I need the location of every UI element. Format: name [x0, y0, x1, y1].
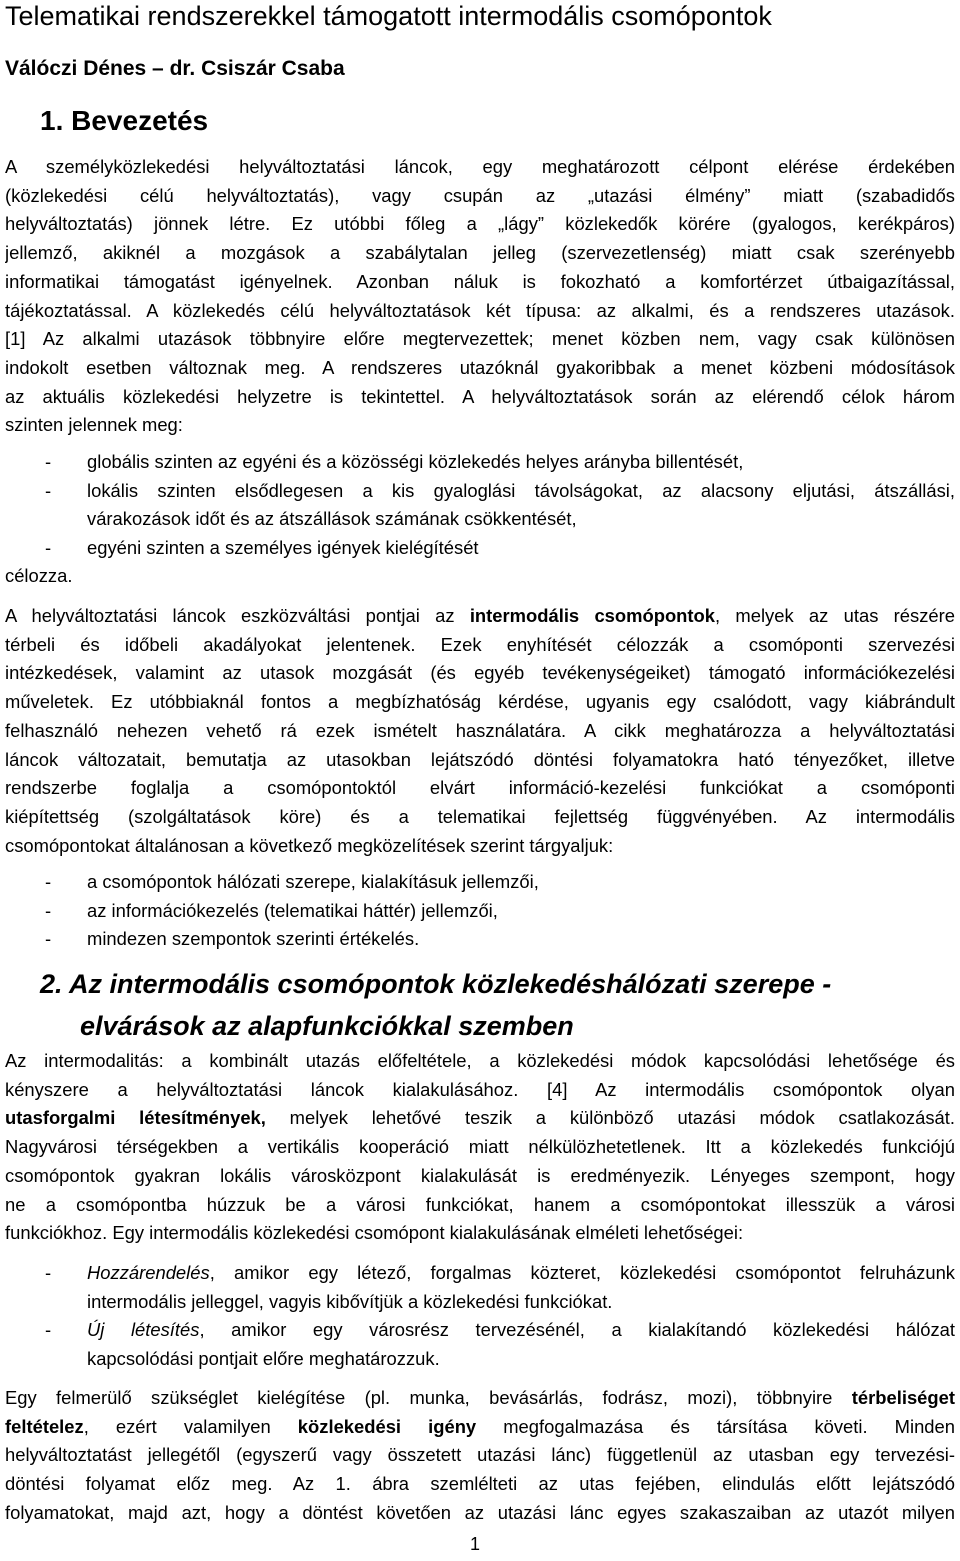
- list-item: - lokális szinten elsődlegesen a kis gyaloglási távolságokat, az alacsony eljutási, átszállási, várakozások időt és az átszállások számának csökkentését,: [45, 479, 955, 530]
- list-item: - mindezen szempontok szerinti értékelés.: [45, 928, 420, 950]
- list-item: - az információkezelés (telematikai háttér) jellemzői,: [45, 899, 498, 921]
- paper-title: Telematikai rendszerekkel támogatott intermodális csomópontok: [5, 1, 772, 31]
- text-line: Nagyvárosi térségekben a vertikális kooperáció miatt nélkülözhetetlenek. Itt a közlekedés funkciójú: [5, 1136, 955, 1158]
- text-line: jellemző, akiknél a mozgások a szabálytalan jelleg (szervezetlenség) miatt csak szerényebb: [5, 242, 955, 264]
- text-line: térbeli és időbeli akadályokat jelentenek. Ezek enyhítését célozzák a csomóponti szervezési: [5, 633, 955, 655]
- section-1-paragraph-2: [5, 602, 955, 860]
- list-item: - globális szinten az egyéni és a közösségi közlekedés helyes arányba billentését,: [45, 451, 744, 472]
- keyword-intermodal-nodes: intermodális csomópontok: [469, 605, 716, 626]
- text-line: helyváltoztatást jellegétől (egyszerű vagy összetett utazási lánc) függetlenül az utasban egy tervezési-: [5, 1444, 955, 1466]
- list-item: - a csomópontok hálózati szerepe, kialakításuk jellemzői,: [45, 871, 539, 892]
- section-2-heading: 2. Az intermodális csomópontok közlekedéshálózati szerepe - elvárások az alapfunkciókkal szemben: [40, 969, 832, 1041]
- section-1-paragraph-1: [5, 153, 955, 440]
- text-line: tájékoztatással. A közlekedés célú helyváltoztatások két típusa: az alkalmi, és a rendszeres utazások.: [5, 299, 955, 321]
- section-1-heading: 1. Bevezetés: [40, 105, 209, 136]
- text-line: felhasználó nehezen vehető rá ezek ismételt használatára. A cikk meghatározza a helyváltoztatási: [5, 719, 955, 741]
- text-line: kiépítettség (szolgáltatások köre) és a telematikai fejlettség függvényében. Az intermodális: [5, 805, 955, 827]
- term-new-establishment: Új létesítés: [87, 1319, 200, 1341]
- text-line: funkciókhoz. Egy intermodális közlekedési csomópont kialakulásának elméleti lehetőségei:: [5, 1222, 744, 1244]
- text-line: (közlekedési célú helyváltoztatás), vagy csupán az „utazási élmény” miatt (szabadidős: [5, 184, 955, 206]
- text-line: rendszerbe foglalja a csomópontoktól elvárt információ-kezelési funkciókat a csomóponti: [5, 777, 955, 799]
- list-item: - Hozzárendelés, amikor egy létező, forgalmas közteret, közlekedési csomópontot felruházunk intermodális jelleggel, vagyis kibővítjük a közlekedési funkciókat.: [45, 1262, 955, 1312]
- list-item: - egyéni szinten a személyes igények kielégítését: [45, 537, 479, 559]
- text-line: csomópontokat általánosan a következő megközelítések szerint tárgyaljuk:: [5, 834, 614, 856]
- text-line: műveletek. Ez utóbbiaknál fontos a megbízhatóság kérdése, ugyanis egy csalódott, vagy kiábrándult: [5, 691, 955, 713]
- text-line: intézkedések, valamint az utasok mozgását (és egyéb tevékenységeiket) támogató információkezelési: [5, 662, 955, 684]
- text-line: Az intermodalitás: a kombinált utazás előfeltétele, a közlekedési módok kapcsolódási lehetősége és: [5, 1050, 955, 1071]
- page-number: 1: [470, 1534, 481, 1554]
- text-line: indokolt esetben változnak meg. A rendszeres utazóknál gyakoribbak a menet közbeni módosítások: [5, 356, 955, 378]
- section-1-list-2: [5, 868, 955, 954]
- section-1-list-1: [5, 448, 955, 563]
- text-line: kényszere a helyváltoztatási láncok kialakulásához. [4] Az intermodális csomópontok olyan: [5, 1078, 955, 1100]
- text-line: döntési folyamat előz meg. Az 1. ábra szemlélteti az utas fejében, elindulás előtt lejátszódó: [5, 1473, 955, 1495]
- text-line: szinten jelennek meg:: [5, 414, 183, 436]
- term-assignment: Hozzárendelés: [87, 1262, 210, 1283]
- text-line: csomópontok gyakran lokális városközpont kialakulását is eredményezik. Lényeges szempont, hogy: [5, 1164, 955, 1186]
- section-2-paragraph-2: [5, 1384, 955, 1528]
- authors: Válóczi Dénes – dr. Csiszár Csaba: [5, 57, 345, 80]
- text-line: A személyközlekedési helyváltoztatási láncok, egy meghatározott célpont elérése érdekében: [5, 156, 955, 177]
- text-line: Egy felmerülő szükséglet kielégítése (pl. munka, bevásárlás, fodrász, mozi), többnyire térbeliséget: [5, 1387, 955, 1408]
- text-line: utasforgalmi létesítmények, melyek lehetővé teszik a különböző utazási módok csatlakozását.: [5, 1107, 955, 1129]
- text-line: helyváltoztatás) jönnek létre. Ez utóbbi főleg a „lágy” közlekedők körére (gyalogos, kerékpáros): [5, 213, 955, 235]
- text-line: informatikai támogatást igényelnek. Azonban náluk is fokozható a komfortérzet útbaigazítással,: [5, 270, 955, 292]
- section-2-paragraph-1: [5, 1047, 955, 1248]
- text-line: A helyváltoztatási láncok eszközváltási pontjai az intermodális csomópontok, melyek az utas részére: [5, 605, 955, 626]
- list-item: - Új létesítés, amikor egy városrész tervezésénél, a kialakítandó közlekedési hálózat kapcsolódási pontjait előre meghatározzuk.: [45, 1319, 955, 1370]
- text-line: az aktuális közlekedési helyzetre is tekintettel. A helyváltoztatások során az elérendő célok három: [5, 385, 955, 407]
- keyword-passenger-facilities: utasforgalmi létesítmények,: [5, 1107, 266, 1129]
- section-2-list: [5, 1259, 955, 1374]
- text-line: láncok változatait, bemutatja az utasokban lejátszódó döntési folyamatokra ható tényezőket, illetve: [5, 748, 955, 770]
- text-line: folyamatokat, majd azt, hogy a döntést követően az utazási lánc egyes szakaszaiban az utazót milyen: [5, 1501, 955, 1523]
- list-1-tail: célozza.: [5, 565, 73, 586]
- text-line: ne a csomópontba húzzuk be a városi funkciókat, hanem a csomópontokat illesszük a városi: [5, 1193, 955, 1215]
- text-line: [1] Az alkalmi utazások többnyire előre megtervezettek; menet közben nem, vagy csak különösen: [5, 328, 955, 350]
- text-line: feltételez, ezért valamilyen közlekedési igény megfogalmazása és társítása követi. Minden: [5, 1415, 955, 1437]
